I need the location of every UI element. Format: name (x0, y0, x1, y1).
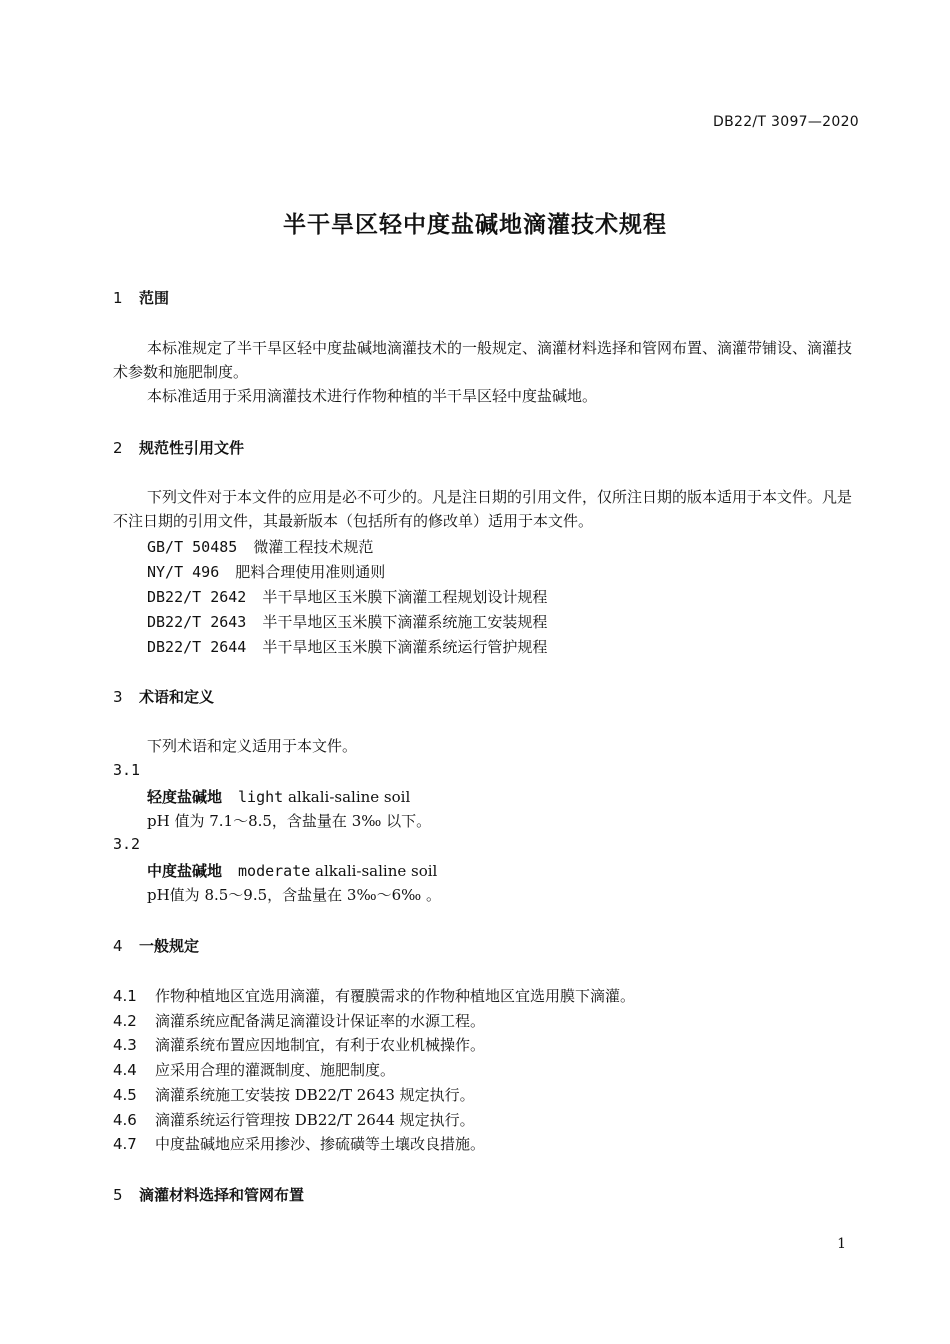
reference-code: DB22/T 2643 (147, 613, 247, 631)
section-title: 一般规定 (139, 937, 200, 955)
document-title: 半干旱区轻中度盐碱地滴灌技术规程 (283, 212, 667, 238)
item-number: 4.2 (113, 1012, 137, 1030)
reference-code: GB/T 50485 (147, 538, 238, 556)
section-title: 规范性引用文件 (139, 439, 245, 457)
section-title: 范围 (139, 289, 170, 307)
list-item (113, 1133, 485, 1154)
section-1-paragraph-2: 本标准适用于采用滴灌技术进行作物种植的半干旱区轻中度盐碱地。 (147, 387, 598, 405)
section-5-heading (113, 1184, 304, 1205)
item-number: 4.5 (113, 1086, 137, 1104)
section-1-paragraph-1: 本标准规定了半干旱区轻中度盐碱地滴灌技术的一般规定、滴灌材料选择和管网布置、滴灌带铺设、滴灌技术参数和施肥制度。 (113, 339, 853, 381)
section-number: 2 (113, 439, 123, 457)
item-text: 滴灌系统运行管理按 DB22/T 2644 规定执行。 (155, 1111, 475, 1129)
section-3-heading (113, 686, 214, 707)
item-number: 4.7 (113, 1135, 137, 1153)
standard-code: DB22/T 3097—2020 (713, 114, 859, 130)
list-item (113, 985, 635, 1006)
reference-code: NY/T 496 (147, 563, 220, 581)
page-number: 1 (837, 1236, 846, 1252)
term-english-rest: alkali-saline soil (287, 788, 411, 806)
section-number: 5 (113, 1186, 123, 1204)
item-text: 作物种植地区宜选用滴灌，有覆膜需求的作物种植地区宜选用膜下滴灌。 (155, 987, 636, 1005)
reference-item (147, 636, 547, 657)
section-number: 3 (113, 688, 123, 706)
reference-item (147, 586, 547, 607)
term-definition: pH 值为 7.1～8.5，含盐量在 3‰ 以下。 (147, 812, 432, 830)
item-text: 滴灌系统应配备满足滴灌设计保证率的水源工程。 (155, 1012, 486, 1030)
term-english (238, 788, 410, 806)
term-chinese: 中度盐碱地 (147, 862, 223, 880)
section-2-paragraph-1: 下列文件对于本文件的应用是必不可少的。凡是注日期的引用文件，仅所注日期的版本适用于本文件。凡是不注日期的引用文件，其最新版本（包括所有的修改单）适用于本文件。 (113, 488, 853, 530)
section-1-heading (113, 287, 169, 308)
term-chinese: 轻度盐碱地 (147, 788, 223, 806)
section-number: 1 (113, 289, 123, 307)
reference-title: 微灌工程技术规范 (253, 538, 374, 556)
reference-title: 半干旱地区玉米膜下滴灌工程规划设计规程 (262, 588, 548, 606)
term-number: 3.2 (113, 835, 141, 853)
term-english-rest: alkali-saline soil (315, 862, 438, 880)
item-number: 4.1 (113, 987, 137, 1005)
list-item (113, 1034, 485, 1055)
reference-code: DB22/T 2642 (147, 588, 247, 606)
reference-item (147, 561, 385, 582)
list-item (113, 1010, 485, 1031)
section-title: 术语和定义 (139, 688, 215, 706)
item-number: 4.4 (113, 1061, 137, 1079)
term-english-first-word: moderate (238, 862, 311, 880)
reference-title: 半干旱地区玉米膜下滴灌系统施工安装规程 (262, 613, 548, 631)
term-name (147, 786, 410, 807)
term-english-first-word: light (238, 788, 284, 806)
reference-item (147, 611, 547, 632)
item-text: 滴灌系统布置应因地制宜，有利于农业机械操作。 (155, 1036, 486, 1054)
reference-code: DB22/T 2644 (147, 638, 247, 656)
item-text: 应采用合理的灌溉制度、施肥制度。 (155, 1061, 396, 1079)
list-item (113, 1084, 475, 1105)
reference-title: 肥料合理使用准则通则 (235, 563, 386, 581)
section-3-paragraph-1: 下列术语和定义适用于本文件。 (147, 737, 358, 755)
section-2-heading (113, 437, 244, 458)
section-title: 滴灌材料选择和管网布置 (139, 1186, 305, 1204)
section-number: 4 (113, 937, 123, 955)
term-english (238, 862, 437, 880)
list-item (113, 1109, 475, 1130)
reference-item (147, 536, 373, 557)
reference-title: 半干旱地区玉米膜下滴灌系统运行管护规程 (262, 638, 548, 656)
list-item (113, 1059, 395, 1080)
item-number: 4.3 (113, 1036, 137, 1054)
item-text: 滴灌系统施工安装按 DB22/T 2643 规定执行。 (155, 1086, 475, 1104)
section-4-heading (113, 935, 199, 956)
item-number: 4.6 (113, 1111, 137, 1129)
item-text: 中度盐碱地应采用掺沙、掺硫磺等土壤改良措施。 (155, 1135, 486, 1153)
term-definition: pH值为 8.5～9.5，含盐量在 3‰～6‰ 。 (147, 886, 442, 904)
term-number: 3.1 (113, 761, 141, 779)
term-name (147, 860, 437, 881)
